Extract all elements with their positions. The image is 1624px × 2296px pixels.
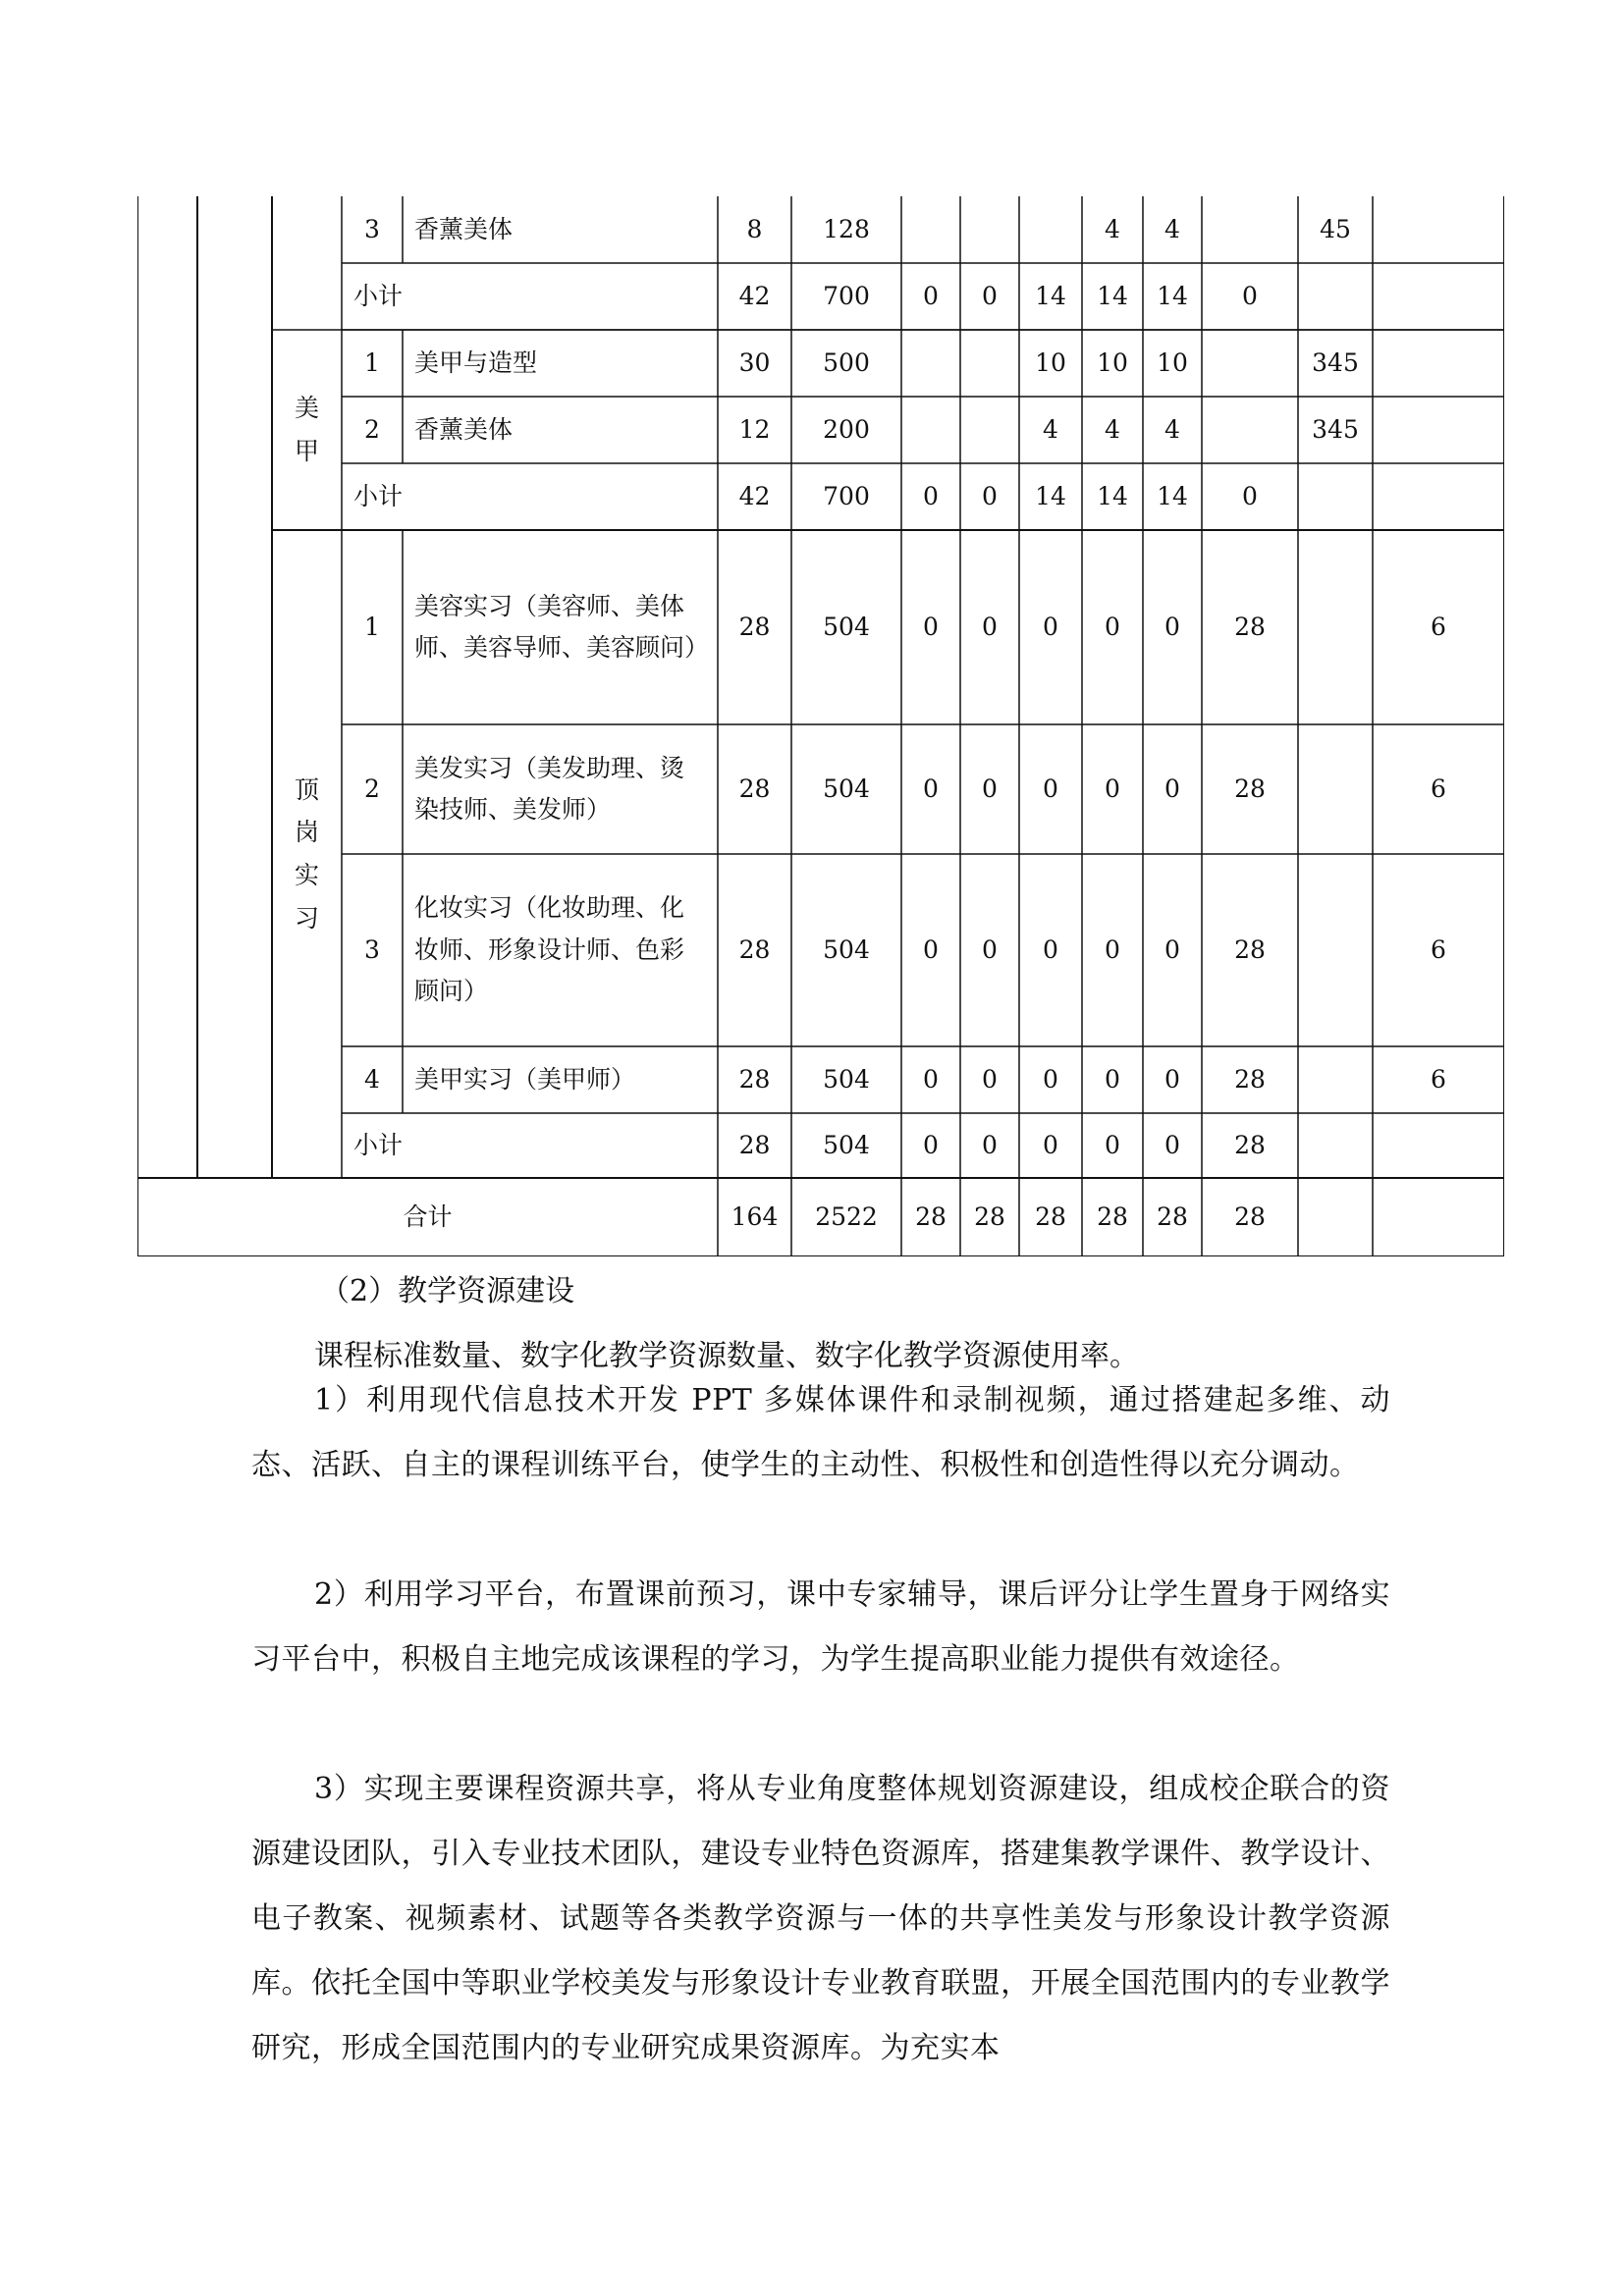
table-cell: 0 [982, 1064, 998, 1094]
table-cell [1373, 1113, 1504, 1178]
table-cell [1373, 330, 1504, 397]
table-cell: 28 [1234, 1201, 1266, 1231]
table-cell: 28 [738, 934, 771, 964]
table-cell: 0 [923, 481, 939, 510]
table-cell: 0 [1242, 481, 1258, 510]
table-cell: 28 [974, 1201, 1005, 1231]
table-cell: 28 [738, 774, 771, 803]
table-cell: 14 [1035, 481, 1066, 510]
table-cell: 0 [982, 1130, 998, 1159]
paragraph-2: 2）利用学习平台，布置课前预习，课中专家辅导，课后评分让学生置身于网络实习平台中，积极自主地完成该课程的学习，为学生提高职业能力提供有效途径。 [251, 1577, 1390, 1677]
row-number: 2 [364, 774, 380, 803]
table-cell: 0 [1105, 612, 1120, 641]
table-cell [1202, 330, 1298, 397]
total-label: 合计 [403, 1201, 453, 1231]
table-cell: 6 [1431, 612, 1446, 641]
table-cell [1202, 196, 1298, 263]
table-cell: 500 [823, 347, 870, 377]
row-number: 1 [364, 347, 380, 377]
table-cell: 0 [1164, 1130, 1180, 1159]
table-cell [901, 330, 960, 397]
table-cell: 10 [1097, 347, 1128, 377]
table-cell: 8 [746, 214, 763, 243]
group-char: 习 [294, 903, 319, 933]
table-cell: 42 [738, 281, 771, 310]
table-cell: 28 [738, 1064, 771, 1094]
table-cell [960, 397, 1019, 463]
table-cell: 42 [738, 481, 771, 510]
table-cell: 6 [1431, 1064, 1446, 1094]
table-cell [1373, 1178, 1504, 1256]
table-cell: 6 [1431, 774, 1446, 803]
table-cell: 14 [1157, 281, 1188, 310]
table-cell: 28 [1234, 1064, 1266, 1094]
intro-line: 课程标准数量、数字化教学资源数量、数字化教学资源使用率。 [314, 1339, 1139, 1373]
table-cell: 504 [823, 612, 870, 641]
table-cell: 0 [923, 1064, 939, 1094]
table-cell: 128 [823, 214, 870, 243]
table-cell: 28 [738, 1130, 771, 1159]
course-name: 美甲实习（美甲师） [414, 1064, 636, 1094]
table-cell: 504 [823, 1064, 870, 1094]
table-cell: 0 [1105, 774, 1120, 803]
table-cell: 28 [1234, 1130, 1266, 1159]
course-name: 化妆实习（化妆助理、化妆师、形象设计师、色彩顾问） [414, 893, 685, 1006]
table-cell: 2522 [815, 1201, 878, 1231]
table-cell: 4 [1105, 414, 1120, 444]
course-name: 香薰美体 [414, 414, 514, 444]
course-name: 美容实习（美容师、美体师、美容导师、美容顾问） [414, 591, 710, 662]
table-cell: 504 [823, 1130, 870, 1159]
table-cell: 0 [982, 612, 998, 641]
table-cell: 4 [1043, 414, 1058, 444]
table-cell: 0 [1164, 612, 1180, 641]
table-cell [1373, 263, 1504, 330]
table-cell: 0 [982, 281, 998, 310]
row-number: 1 [364, 612, 380, 641]
table-cell [960, 196, 1019, 263]
group-label-dinggang [272, 530, 342, 1178]
table-cell [1298, 530, 1373, 724]
course-name: 美发实习（美发助理、烫染技师、美发师） [414, 753, 685, 824]
table-cell: 28 [1234, 934, 1266, 964]
table-cell: 0 [1164, 1064, 1180, 1094]
table-cell: 0 [923, 612, 939, 641]
course-hours-table [137, 196, 1504, 1256]
table-cell [1298, 724, 1373, 854]
subtotal-label: 小计 [353, 281, 404, 310]
table-cell: 45 [1320, 214, 1351, 243]
table-cell: 0 [1164, 934, 1180, 964]
table-cell: 4 [1164, 214, 1180, 243]
table-cell: 30 [738, 347, 771, 377]
table-cell [1373, 196, 1504, 263]
table-cell: 14 [1097, 481, 1128, 510]
table-cell [1298, 263, 1373, 330]
course-name: 香薰美体 [414, 214, 514, 243]
table-cell: 345 [1312, 347, 1359, 377]
subtotal-label: 小计 [353, 1130, 404, 1159]
table-cell: 4 [1164, 414, 1180, 444]
row-number: 2 [364, 414, 380, 444]
table-cell: 6 [1431, 934, 1446, 964]
table-cell: 0 [1164, 774, 1180, 803]
row-number: 3 [364, 934, 380, 964]
table-cell [1373, 397, 1504, 463]
table-cell: 14 [1035, 281, 1066, 310]
table-cell: 0 [1105, 1130, 1120, 1159]
group-char: 岗 [294, 818, 319, 847]
section-heading: （2）教学资源建设 [320, 1274, 575, 1308]
table-cell: 28 [1097, 1201, 1128, 1231]
table-cell [1298, 463, 1373, 530]
table-cell [1019, 196, 1082, 263]
table-cell: 28 [738, 612, 771, 641]
table-cell: 200 [823, 414, 870, 444]
table-cell: 28 [1035, 1201, 1066, 1231]
group-char: 顶 [294, 774, 319, 804]
row-number: 4 [364, 1064, 380, 1094]
table-cell [1202, 397, 1298, 463]
table-cell [901, 397, 960, 463]
table-cell: 14 [1097, 281, 1128, 310]
table-cell [1298, 854, 1373, 1046]
table-cell: 504 [823, 934, 870, 964]
table-cell: 504 [823, 774, 870, 803]
table-cell: 0 [923, 774, 939, 803]
table-cell: 28 [1234, 612, 1266, 641]
table-cell: 0 [1043, 1064, 1058, 1094]
table-cell: 0 [1242, 281, 1258, 310]
table-cell: 4 [1105, 214, 1120, 243]
table-cell: 12 [738, 414, 771, 444]
table-cell: 0 [1043, 934, 1058, 964]
table-cell: 0 [923, 1130, 939, 1159]
table-cell [1298, 1046, 1373, 1113]
table-cell: 28 [1234, 774, 1266, 803]
table-cell: 0 [923, 281, 939, 310]
table-cell: 700 [823, 481, 870, 510]
table-cell: 164 [731, 1201, 779, 1231]
table-cell: 28 [1157, 1201, 1188, 1231]
paragraph-3: 3）实现主要课程资源共享，将从专业角度整体规划资源建设，组成校企联合的资源建设团队，引入专业技术团队，建设专业特色资源库，搭建集教学课件、教学设计、电子教案、视频素材、试题等各类教学资源与一体的共享性美发与形象设计教学资源库。依托全国中等职业学校美发与形象设计专业教育联盟，开展全国范围内的专业教学研究，形成全国范围内的专业研究成果资源库。为充实本 [251, 1772, 1390, 2065]
table-cell [901, 196, 960, 263]
table-cell [960, 330, 1019, 397]
table-cell: 10 [1035, 347, 1066, 377]
table-cell: 0 [1105, 1064, 1120, 1094]
table-cell: 10 [1157, 347, 1188, 377]
course-name: 美甲与造型 [414, 347, 538, 377]
row-number: 3 [364, 214, 380, 243]
table-cell: 700 [823, 281, 870, 310]
table-cell: 0 [982, 481, 998, 510]
table-cell: 0 [982, 934, 998, 964]
paragraph-1: 1）利用现代信息技术开发 PPT 多媒体课件和录制视频，通过搭建起多维、动态、活跃、自主的课程训练平台，使学生的主动性、积极性和创造性得以充分调动。 [251, 1383, 1390, 1482]
group-char: 实 [294, 861, 319, 889]
table-cell: 0 [1043, 1130, 1058, 1159]
group-char: 美 [294, 394, 319, 423]
table-cell [1298, 1113, 1373, 1178]
table-cell: 0 [1043, 774, 1058, 803]
table-cell: 0 [982, 774, 998, 803]
table-cell: 0 [923, 934, 939, 964]
table-cell: 0 [1105, 934, 1120, 964]
group-char: 甲 [294, 437, 319, 465]
subtotal-label: 小计 [353, 481, 404, 510]
table-cell: 0 [1043, 612, 1058, 641]
table-cell: 345 [1312, 414, 1359, 444]
table-cell: 28 [915, 1201, 947, 1231]
table-cell: 14 [1157, 481, 1188, 510]
table-cell [1373, 463, 1504, 530]
table-cell [1298, 1178, 1373, 1256]
group-label-meijia [272, 330, 342, 530]
